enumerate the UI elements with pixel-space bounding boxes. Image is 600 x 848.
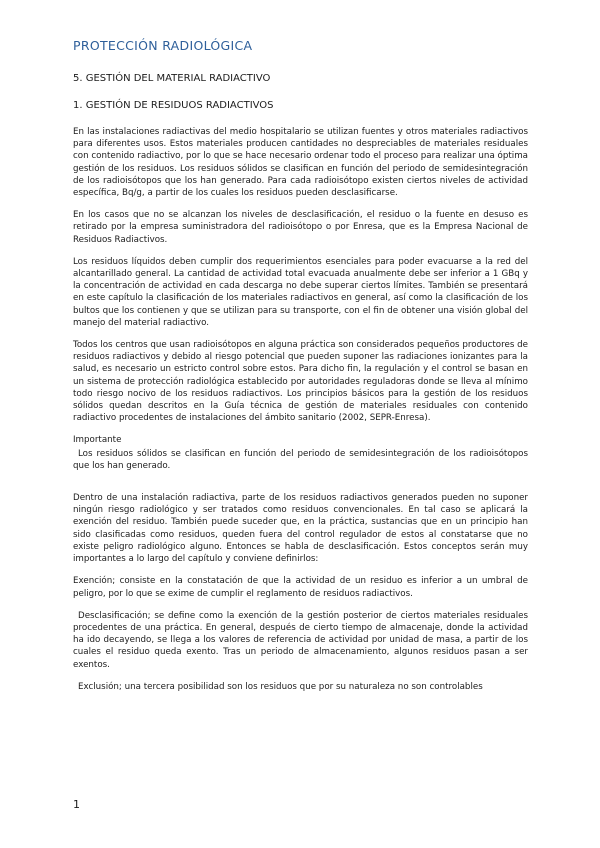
paragraph: En las instalaciones radiactivas del medio hospitalario se utilizan fuentes y otros materiales radiactivos para diferentes usos. Estos materiales producen cantidades no despreciables de materiales residuales con contenido radiactivo, por lo que se hace necesario ordenar todo el proceso para realizar una óptima gestión de los residuos. Los residuos sólidos se clasifican en función del periodo de semidesintegración de los radioisótopos que los han generado. Para cada radioisótopo existen ciertos niveles de actividad específica, Bq/g, a partir de los cuales los residuos pueden desclasificarse. [73, 127, 528, 199]
definition-exencion: Exención; consiste en la constatación de que la actividad de un residuo es inferior a un umbral de peligro, por lo que se exime de cumplir el reglamento de residuos radiactivos. [73, 576, 528, 599]
note-box [73, 434, 528, 472]
paragraph: Dentro de una instalación radiactiva, parte de los residuos radiactivos generados pueden no suponer ningún riesgo radiológico y ser tratados como residuos convencionales. En tal caso se aplicará la exención del residuo. También puede suceder que, en la práctica, sustancias que en un principio han sido clasificadas como residuos, queden fuera del control regulador de estos al constatarse que no existe peligro radiológico alguno. Entonces se habla de desclasificación. Estos conceptos serán muy importantes a lo largo del capítulo y conviene definirlos: [73, 493, 528, 565]
definition-exclusion: Exclusión; una tercera posibilidad son los residuos que por su naturaleza no son controlables [78, 681, 483, 692]
paragraph: Todos los centros que usan radioisótopos en alguna práctica son considerados pequeños productores de residuos radiactivos y debido al riesgo potencial que pueden suponer las radiaciones ionizantes para la salud, es necesario un estricto control sobre estos. Para dicho fin, la regulación y el control se basan en un sistema de protección radiológica establecido por autoridades reguladoras donde se lleva al mínimo todo riesgo nocivo de los residuos radiactivos. Los principios básicos para la gestión de los residuos sólidos quedan descritos en la Guía técnica de gestión de materiales residuales con contenido radiactivo procedentes de instalaciones del ámbito sanitario (2002, SEPR-Enresa). [73, 340, 528, 424]
subsection-heading: 1. GESTIÓN DE RESIDUOS RADIACTIVOS [73, 100, 274, 111]
section-heading: 5. GESTIÓN DEL MATERIAL RADIACTIVO [73, 73, 271, 84]
running-header: PROTECCIÓN RADIOLÓGICA [73, 38, 253, 53]
page-content [73, 72, 528, 703]
note-title: Importante [73, 435, 122, 446]
paragraph: Los residuos líquidos deben cumplir dos requerimientos esenciales para poder evacuarse a la red del alcantarillado general. La cantidad de actividad total evacuada anualmente debe ser inferior a 1 GBq y la concentración de actividad en cada descarga no debe superar ciertos límites. También se presentará en este capítulo la clasificación de los materiales radiactivos en general, así como la clasificación de los bultos que los contienen y que se utilizan para su transporte, con el fin de obtener una visión global del manejo del material radiactivo. [73, 256, 528, 328]
paragraph: En los casos que no se alcanzan los niveles de desclasificación, el residuo o la fuente en desuso es retirado por la empresa suministradora del radioisótopo o por Enresa, que es la Empresa Nacional de Residuos Radiactivos. [73, 210, 528, 245]
page-number: 1 [73, 798, 80, 811]
note-text: Los residuos sólidos se clasifican en función del periodo de semidesintegración de los radioisótopos que los han generado. [73, 448, 528, 471]
definition-desclasificacion: Desclasificación; se define como la exención de la gestión posterior de ciertos materiales residuales procedentes de una práctica. En general, después de cierto tiempo de almacenaje, donde la actividad ha ido decayendo, se llega a los valores de referencia de actividad por unidad de masa, a partir de los cuales el residuo queda exento. Tras un periodo de almacenamiento, algunos residuos pasan a ser exentos. [73, 610, 528, 670]
